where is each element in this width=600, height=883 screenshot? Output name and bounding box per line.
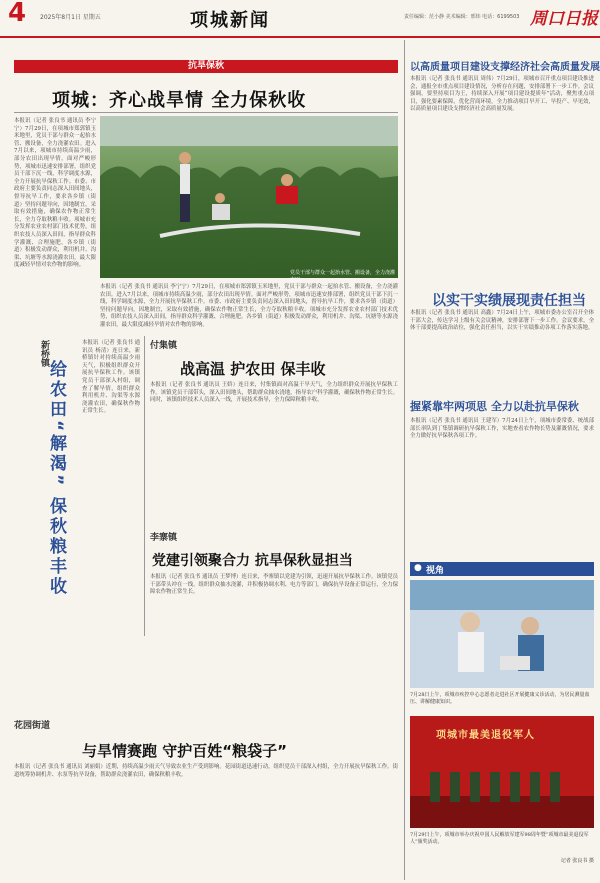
lead-photo — [100, 116, 398, 283]
right1-headline: 以高质量项目建设支撑经济社会高质量发展 — [410, 62, 600, 73]
photo-section-title: 视角 — [426, 566, 445, 576]
lead-headline: 项城：齐心战旱情 全力保秋收 — [52, 90, 307, 111]
page-number: 4 — [8, 0, 27, 28]
veterans-photo-caption: 7月29日上午，项城市举办庆祝中国人民解放军建军98周年暨“项城市最美退役军人”颁奖活动。 — [410, 832, 589, 845]
lead-body-cont: 本报讯（记者 张良书 通讯员 李宁宁）7月29日，在项城市郑郭镇玉米地里，党员干部与群众一起抬水管、搬设备，全力浇灌农田。进入7月以来，项城市持续高温少雨，部分农田出现旱情。面对严峻形势，项城市迅速安排部署，组织党员干部下沉一线，科学调度水源，全力开展抗旱保秋工作。市委、市政府主要负责同志深入田间地头，督导抗旱工作，要求各乡镇（街道）坚持问题导向，因地制宜，采取有效措施，确保农作物正常生长，全力夺取秋粮丰收。项城市充分发挥农业农村部门技术优势，组织农技人员深入田间，指导群众科学灌溉、合理施肥。各乡镇（街道）积极发动群众，利用机井、沟渠、坑塘等水源浇灌农田，最大限度减轻旱情对农作物的影响。 — [100, 284, 398, 328]
township-body: 本报讯（记者 张良书 通讯员 杨清）连日来，新桥镇针对持续高温少雨天气，积极组织群众开展抗旱保秋工作。该镇党员干部深入村组，调查了解旱情，组织群众利用机井、沟渠等水源浇灌农田，确保秋作物正常生长。 — [82, 340, 140, 415]
right1-body: 本报讯（记者 张良书 通讯员 周伟）7月29日，项城市召开重点项目建设推进会，通报全市重点项目建设情况，分析存在问题，安排部署下一步工作。会议强调，要坚持项目为王，持续深入开展“项目建设提质年”活动，聚焦重点项目，强化要素保障，优化营商环境，全力推动项目早开工、早投产、早见效，以高质量项目建设支撑经济社会高质量发展。 — [410, 76, 594, 113]
huayuan-label: 花园街道 — [14, 721, 51, 731]
lizhai-headline: 党建引领聚合力 抗旱保秋显担当 — [152, 553, 353, 569]
photo-credit: 记者 张良书 摄 — [560, 858, 594, 864]
health-photo-illustration — [410, 580, 594, 688]
lead-body: 本报讯（记者 张良书 通讯员 李宁宁）7月29日，在项城市郑郭镇玉米地里，党员干部与群众一起抬水管、搬设备，全力浇灌农田。进入7月以来，项城市持续高温少雨，部分农田出现旱情。面对严峻形势，项城市迅速安排部署，组织党员干部下沉一线，科学调度水源，全力开展抗旱保秋工作。市委、市政府主要负责同志深入田间地头，督导抗旱工作，要求各乡镇（街道）坚持问题导向，因地制宜，采取有效措施，确保农作物正常生长，全力夺取秋粮丰收。项城市充分发挥农业农村部门技术优势，组织农技人员深入田间，指导群众科学灌溉、合理施肥。各乡镇（街道）积极发动群众，利用机井、沟渠、坑塘等水源浇灌农田，最大限度减轻旱情对农作物的影响。 — [14, 118, 96, 269]
right2-body: 本报讯（记者 张良书 通讯员 高鑫）7月24日上午，项城市委办公室召开全体干部大会，传达学习上级有关会议精神，安排部署下一步工作。会议要求，全体干部要提高政治站位，强化责任担当，以实干实绩推动各项工作落实落地。 — [410, 310, 594, 332]
veterans-banner: 项城市最美退役军人 — [436, 730, 535, 741]
right-column-divider — [404, 40, 405, 880]
fuji-body: 本报讯（记者 张良书 通讯员 王娇）连日来，付集镇面对高温干旱天气，全力组织群众开展抗旱保秋工作。该镇党员干部带头，深入田间地头，帮助群众抽水浇地，指导农户科学灌溉，确保秋作物正常生长。同时，该镇组织技术人员深入一线，开展技术指导，全力保障秋粮丰收。 — [150, 382, 398, 404]
field-photo-illustration — [100, 116, 398, 283]
fuji-headline: 战高温 护农田 保丰收 — [180, 360, 326, 378]
right2-headline: 以实干实绩展现责任担当 — [432, 293, 586, 309]
huayuan-headline: 与旱情赛跑 守护百姓“粮袋子” — [82, 742, 287, 760]
lead-photo-caption: 党员干部与群众一起抬水管、搬设备，全力浇灌农田。 — [290, 270, 396, 283]
huayuan-body: 本报讯（记者 张良书 通讯员 刘丽娟）近期，持续高温少雨天气导致农业生产受到影响。花园街道迅速行动，组织党员干部深入村组，全力开展抗旱保秋工作。街道统筹协调机井、水泵等抗旱设备，帮助群众浇灌农田，确保秋粮丰收。 — [14, 764, 398, 778]
newspaper-logo: 周口日报 — [530, 9, 598, 29]
fuji-label: 付集镇 — [150, 341, 178, 351]
photo-section-label — [410, 562, 594, 576]
editor-credits: 责任编辑：范小静 美术编辑：邢炜 电话：6199503 — [404, 14, 520, 20]
health-photo-caption: 7月28日上午，项城市疾控中心志愿者走进社区开展健康义诊活动，为居民测量血压、讲解健康知识。 — [410, 692, 590, 705]
eye-icon: ● — [414, 563, 422, 573]
township-headline: 给农田“解渴” 保秋粮丰收 — [46, 360, 66, 598]
section-title: 项城新闻 — [190, 10, 270, 31]
lizhai-body: 本报讯（记者 张良书 通讯员 王梦博）连日来，李寨镇以党建为引领，迅速开展抗旱保秋工作。该镇党员干部带头冲在一线，组织群众抽水浇灌，并积极协调水利、电力等部门，确保抗旱设备正常运行，全力保障农作物正常生长。 — [150, 574, 398, 596]
health-photo — [410, 580, 594, 688]
township-label: 新桥镇 — [39, 340, 49, 367]
lizhai-label: 李寨镇 — [150, 533, 178, 543]
right3-headline: 握紧靠牢两项思 全力以赴抗旱保秋 — [410, 400, 579, 413]
issue-date: 2025年8月1日 星期五 — [40, 14, 101, 21]
topic-ribbon: 抗旱保秋 — [14, 60, 398, 73]
column-divider — [144, 336, 145, 636]
lead-rule — [14, 112, 398, 113]
right3-body: 本报讯（记者 张良书 通讯员 王建军）7月24日上午，项城市委常委、统战部部长率队到丁集镇调研抗旱保秋工作，实地查看农作物长势及灌溉情况，要求全力做好抗旱保秋各项工作。 — [410, 418, 594, 440]
page-header — [0, 0, 600, 38]
